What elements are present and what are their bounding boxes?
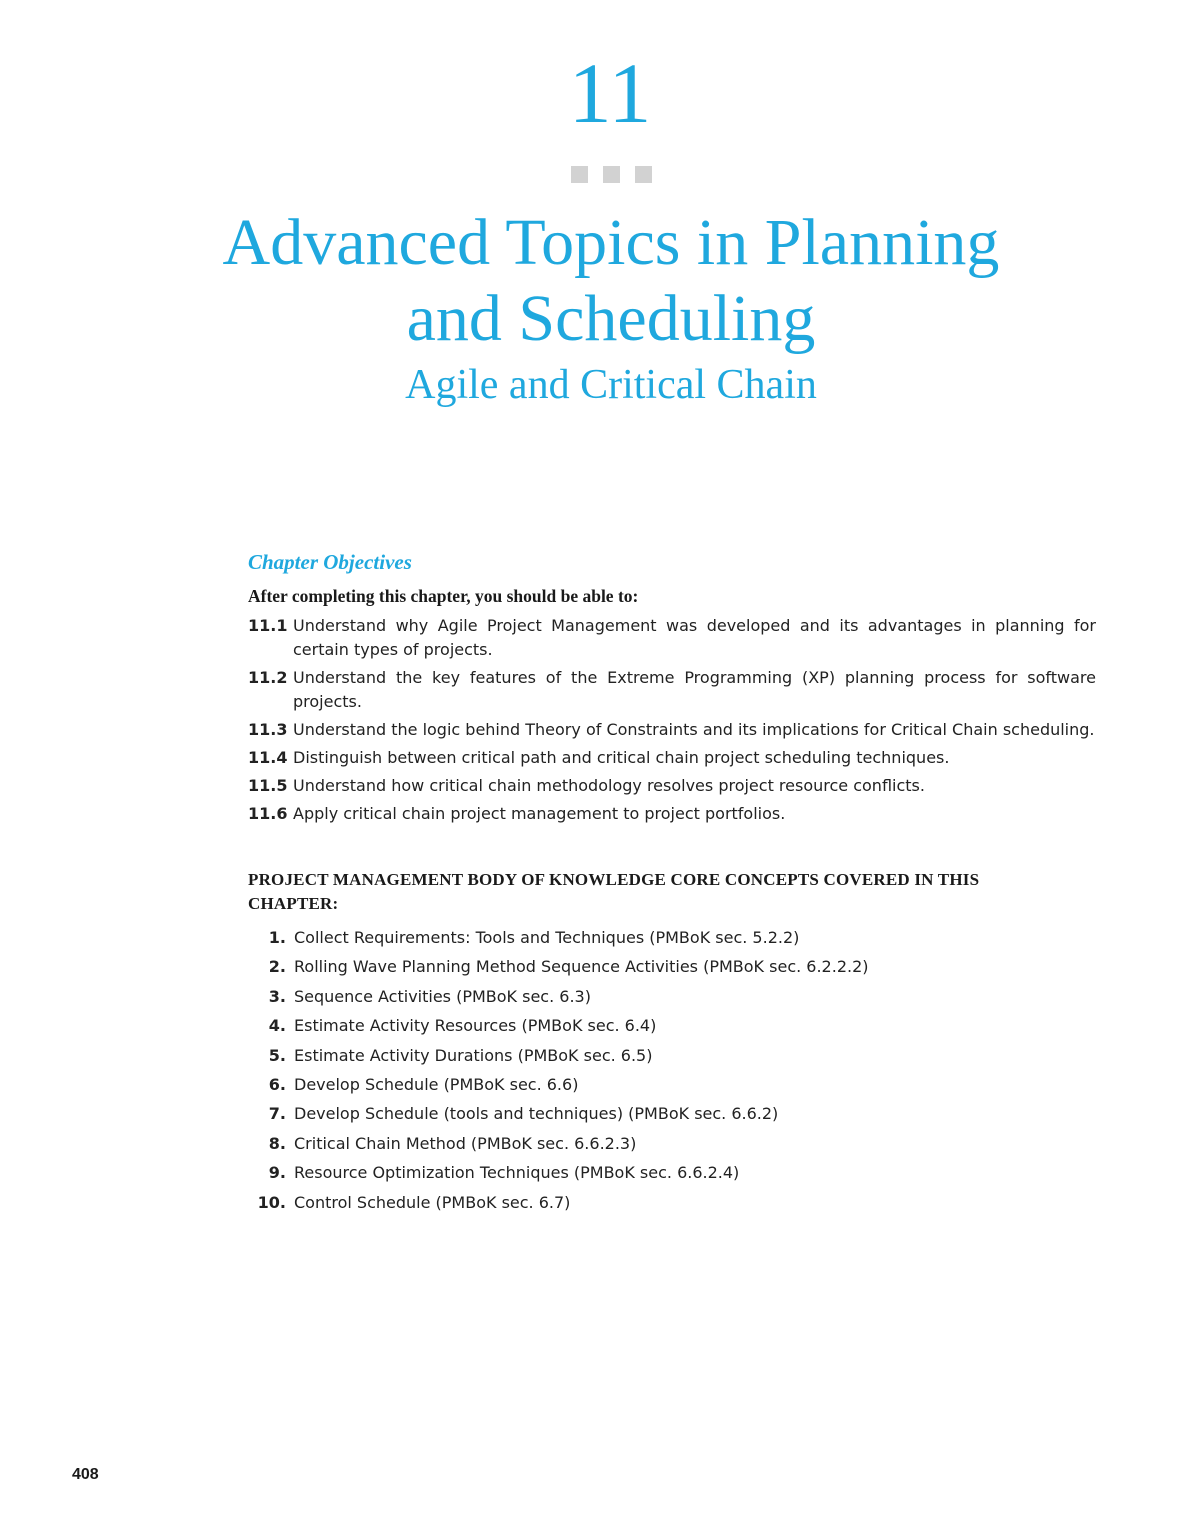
pmbok-item [248,1161,1068,1185]
pmbok-number: 9. [268,1163,286,1183]
pmbok-number: 5. [268,1045,286,1065]
objective-item [248,666,1096,714]
pmbok-text: Develop Schedule (tools and techniques) (PMBoK sec. 6.6.2) [294,1104,779,1124]
pmbok-text: Resource Optimization Techniques (PMBoK sec. 6.6.2.4) [294,1163,740,1183]
pmbok-number: 1. [268,928,286,947]
objective-item [248,774,1096,798]
pmbok-text: Sequence Activities (PMBoK sec. 6.3) [294,986,591,1006]
objectives-heading: Chapter Objectives [248,550,412,574]
pmbok-item [248,1191,1068,1215]
page-number: 408 [72,1466,99,1483]
pmbok-number: 6. [268,1074,286,1094]
pmbok-number: 2. [268,957,286,977]
pmbok-text: Develop Schedule (PMBoK sec. 6.6) [294,1074,579,1094]
pmbok-list [248,926,1068,1220]
pmbok-text: Rolling Wave Planning Method Sequence Activities (PMBoK sec. 6.2.2.2) [294,957,869,977]
pmbok-text: Estimate Activity Resources (PMBoK sec. 6.4) [294,1016,657,1036]
pmbok-text: Collect Requirements: Tools and Techniques (PMBoK sec. 5.2.2) [294,928,800,947]
objective-item [248,614,1096,662]
objective-item [248,802,1096,826]
pmbok-item [248,1102,1068,1126]
pmbok-heading: PROJECT MANAGEMENT BODY OF KNOWLEDGE CORE CONCEPTS COVERED IN THIS CHAPTER: [248,870,980,913]
chapter-number: 11 [568,45,652,141]
objective-text: Understand the key features of the Extreme Programming (XP) planning process for software projects. [293,668,1096,711]
objective-text: Understand the logic behind Theory of Constraints and its implications for Critical Chain scheduling. [293,720,1095,739]
pmbok-item [248,1014,1068,1038]
ornament-square [603,166,620,183]
pmbok-item [248,1044,1068,1068]
objective-text: Distinguish between critical path and critical chain project scheduling techniques. [293,748,950,767]
objective-number: 11.1 [248,616,288,635]
pmbok-number: 4. [268,1016,286,1036]
chapter-title [0,205,1200,357]
pmbok-item [248,1132,1068,1156]
objectives-intro: After completing this chapter, you should be able to: [248,586,639,606]
pmbok-number: 10. [257,1192,286,1212]
objective-text: Understand how critical chain methodology resolves project resource conflicts. [293,776,925,795]
pmbok-item [248,985,1068,1009]
ornament-square [571,166,588,183]
chapter-title-line-2: and Scheduling [406,282,816,355]
pmbok-number: 3. [268,986,286,1006]
objective-number: 11.2 [248,668,288,687]
pmbok-number: 7. [268,1104,286,1124]
pmbok-text: Control Schedule (PMBoK sec. 6.7) [294,1192,571,1212]
objective-text: Apply critical chain project management to project portfolios. [293,804,786,823]
objectives-list [248,614,1096,830]
pmbok-item [248,955,1068,979]
objective-text: Understand why Agile Project Management was developed and its advantages in planning for certain types of projects. [293,616,1096,659]
objective-number: 11.3 [248,720,288,739]
chapter-subtitle: Agile and Critical Chain [405,362,817,408]
objective-item [248,746,1096,770]
ornament-square [635,166,652,183]
pmbok-item [248,926,1068,950]
pmbok-text: Critical Chain Method (PMBoK sec. 6.6.2.3) [294,1133,637,1153]
ornament-squares [571,166,652,182]
objective-number: 11.5 [248,776,288,795]
objective-number: 11.6 [248,804,288,823]
objective-item [248,718,1096,742]
pmbok-number: 8. [268,1133,286,1153]
pmbok-text: Estimate Activity Durations (PMBoK sec. 6.5) [294,1045,653,1065]
objective-number: 11.4 [248,748,288,767]
chapter-title-line-1: Advanced Topics in Planning [222,206,1000,279]
pmbok-item [248,1073,1068,1097]
